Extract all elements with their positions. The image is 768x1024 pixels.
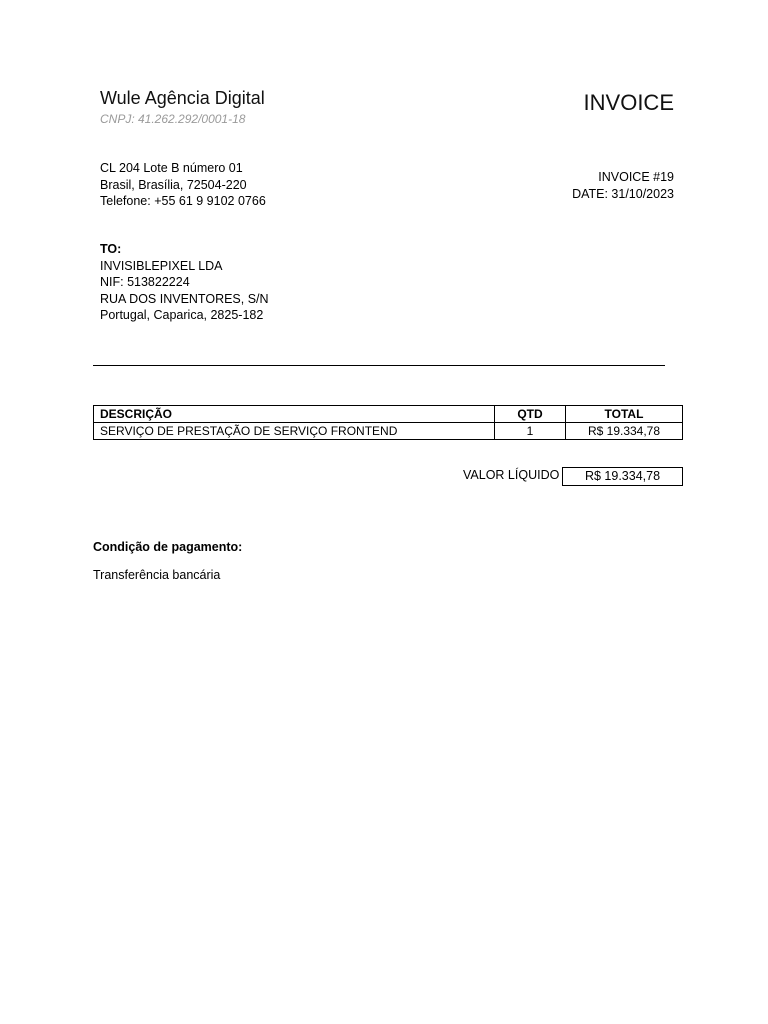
header-total: TOTAL [566,406,683,423]
cell-description: SERVIÇO DE PRESTAÇÃO DE SERVIÇO FRONTEND [94,423,495,440]
company-name: Wule Agência Digital [100,88,265,108]
payment-condition-value: Transferência bancária [93,568,221,582]
cell-qty: 1 [495,423,566,440]
header-description: DESCRIÇÃO [94,406,495,423]
net-value-box: R$ 19.334,78 [562,467,683,486]
header-qty: QTD [495,406,566,423]
recipient-line: INVISIBLEPIXEL LDA [100,258,223,273]
recipient-line: Portugal, Caparica, 2825-182 [100,308,264,322]
cell-total: R$ 19.334,78 [566,423,683,440]
payment-condition-label: Condição de pagamento: [93,540,243,554]
table-row [94,423,683,440]
address-line: CL 204 Lote B número 01 [100,161,243,175]
separator-line [93,365,665,366]
recipient-block [100,241,269,324]
recipient-line: RUA DOS INVENTORES, S/N [100,291,269,306]
company-cnpj: CNPJ: 41.262.292/0001-18 [100,112,246,126]
recipient-line: NIF: 513822224 [100,275,190,289]
invoice-number: INVOICE #19 [598,170,674,184]
document-title: INVOICE [583,90,674,115]
invoice-date: DATE: 31/10/2023 [572,187,674,201]
company-address [100,160,266,210]
table-header-row [94,406,683,423]
net-value-label: VALOR LÍQUIDO [463,468,560,482]
recipient-label: TO: [100,242,122,256]
invoice-meta [572,169,674,203]
items-table [93,405,683,440]
address-line: Brasil, Brasília, 72504-220 [100,177,247,192]
phone-line: Telefone: +55 61 9 9102 0766 [100,194,266,208]
